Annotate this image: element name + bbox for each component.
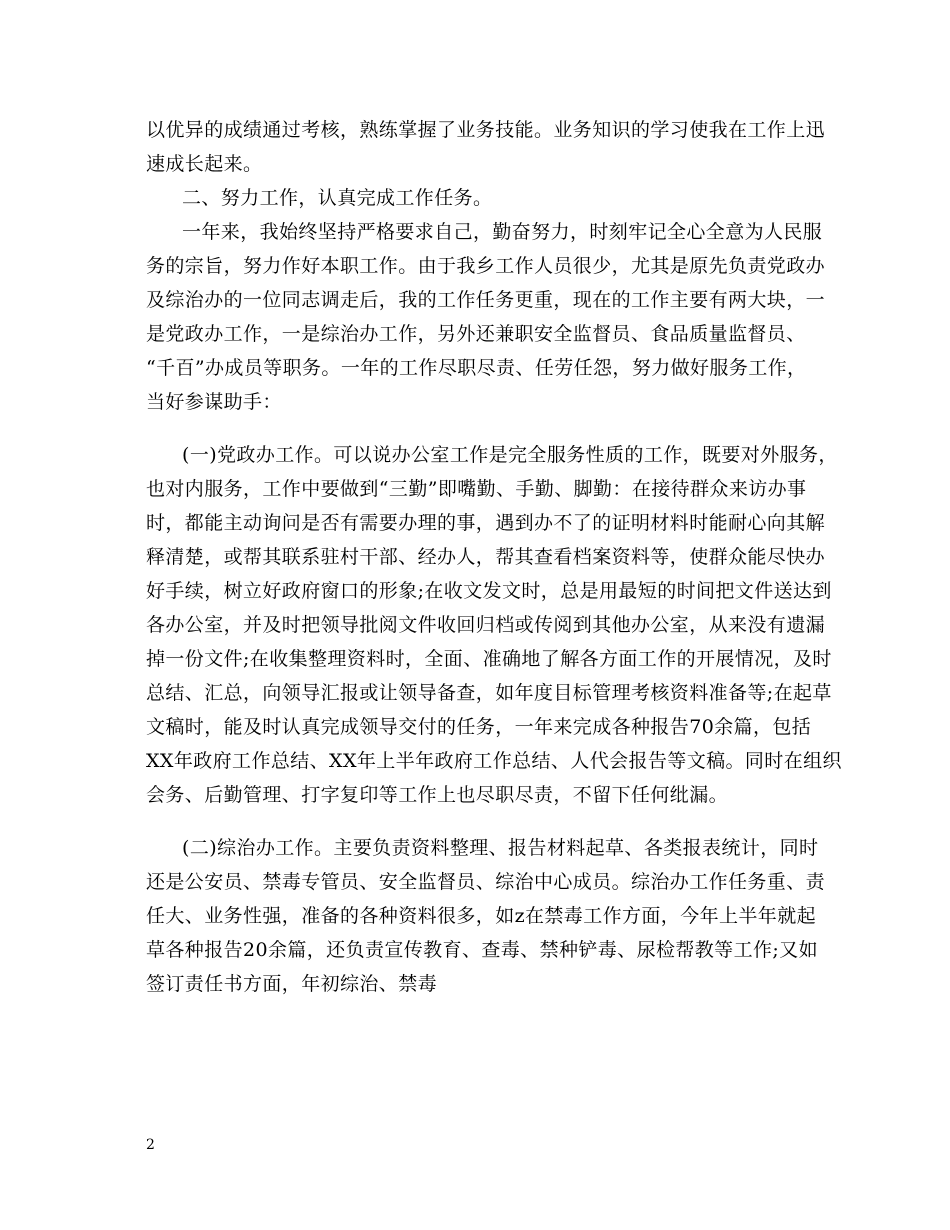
body-text-line: 会务、后勤管理、打字复印等工作上也尽职尽责，不留下任何纰漏。 [146, 784, 729, 806]
subsection-heading: (一)党政办工作。可以说办公室工作是完全服务性质的工作，既要对外服务， [182, 444, 838, 466]
body-text-line: 当好参谋助手： [146, 391, 282, 413]
body-text-line: 文稿时，能及时认真完成领导交付的任务，一年来完成各种报告70余篇，包括 [146, 716, 812, 738]
section-heading: 二、努力工作，认真完成工作任务。 [182, 187, 493, 209]
body-text-line: 一年来，我始终坚持严格要求自己，勤奋努力，时刻牢记全心全意为人民服 [182, 221, 823, 243]
body-text-line: 好手续，树立好政府窗口的形象;在收文发文时，总是用最短的时间把文件送达到 [146, 580, 832, 602]
body-text-line: 是党政办工作，一是综治办工作，另外还兼职安全监督员、食品质量监督员、 [146, 323, 806, 345]
body-text-line: 还是公安员、禁毒专管员、安全监督员、综治中心成员。综治办工作任务重、责 [146, 871, 826, 893]
body-text-line: 总结、汇总，向领导汇报或让领导备查，如年度目标管理考核资料准备等;在起草 [146, 682, 832, 704]
page-number: 2 [146, 1137, 155, 1153]
body-text-line: 及综治办的一位同志调走后，我的工作任务更重，现在的工作主要有两大块，一 [146, 289, 826, 311]
body-text-line: 速成长起来。 [146, 153, 263, 175]
body-text-line: 也对内服务，工作中要做到“三勤”即嘴勤、手勤、脚勤：在接待群众来访办事 [146, 478, 807, 500]
body-text-line: 任大、业务性强，准备的各种资料很多，如z在禁毒工作方面，今年上半年就起 [146, 905, 817, 927]
body-text-line: “千百”办成员等职务。一年的工作尽职尽责、任劳任怨，努力做好服务工作， [146, 357, 807, 379]
body-text-line: 草各种报告20余篇，还负责宣传教育、查毒、禁种铲毒、尿检帮教等工作;又如 [146, 939, 818, 961]
body-text-line: 签订责任书方面，年初综治、禁毒 [146, 973, 438, 995]
subsection-heading: (二)综治办工作。主要负责资料整理、报告材料起草、各类报表统计，同时 [182, 837, 819, 859]
body-text-line: 各办公室，并及时把领导批阅文件收回归档或传阅到其他办公室，从来没有遗漏 [146, 614, 826, 636]
body-text-line: 务的宗旨，努力作好本职工作。由于我乡工作人员很少，尤其是原先负责党政办 [146, 255, 826, 277]
body-text-line: 释清楚，或帮其联系驻村干部、经办人，帮其查看档案资料等，使群众能尽快办 [146, 546, 826, 568]
body-text-line: 以优异的成绩通过考核，熟练掌握了业务技能。业务知识的学习使我在工作上迅 [146, 119, 826, 141]
body-text-line: 掉一份文件;在收集整理资料时，全面、准确地了解各方面工作的开展情况，及时 [146, 648, 832, 670]
body-text-line: 时，都能主动询问是否有需要办理的事，遇到办不了的证明材料时能耐心向其解 [146, 512, 826, 534]
body-text-line: XX年政府工作总结、XX年上半年政府工作总结、人代会报告等文稿。同时在组织 [146, 750, 842, 772]
